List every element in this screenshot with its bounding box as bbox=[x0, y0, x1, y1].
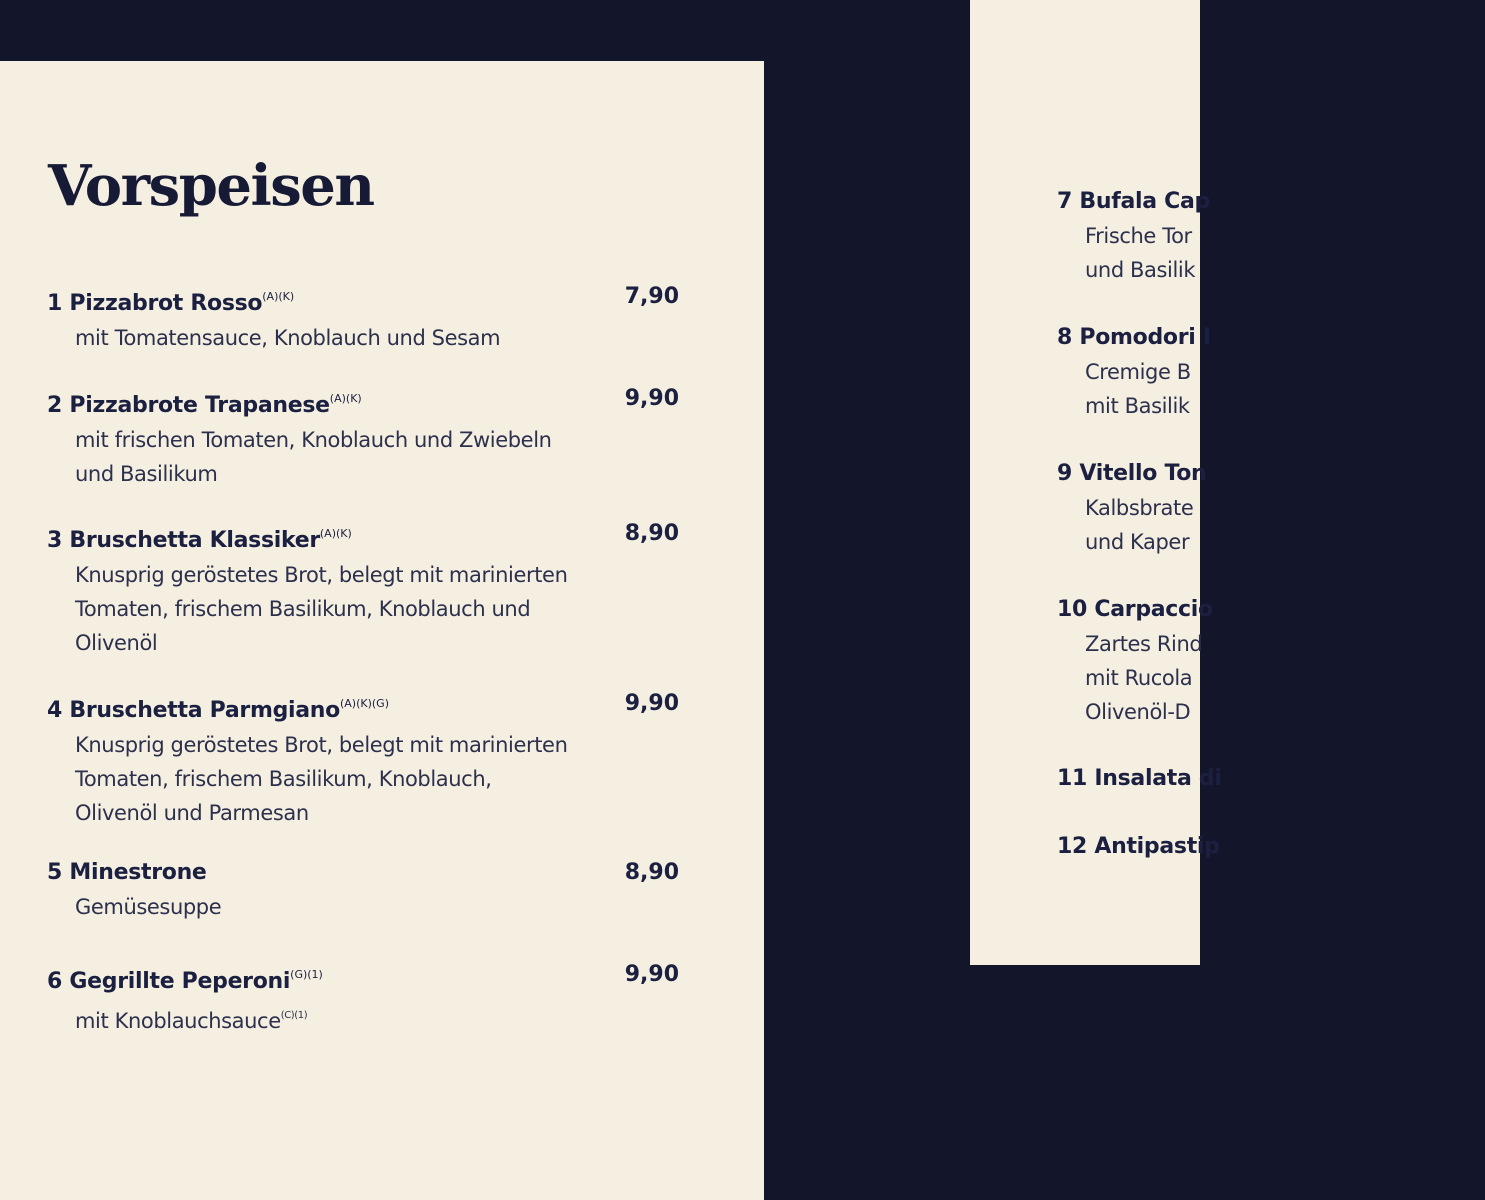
allergen-codes: (A)(K) bbox=[319, 527, 352, 540]
menu-item-number: 5 bbox=[47, 860, 63, 885]
description-line: mit Tomatensauce, Knoblauch und Sesam bbox=[75, 326, 501, 350]
menu-item-number: 1 bbox=[47, 291, 63, 316]
menu-item bbox=[47, 382, 679, 491]
menu-item-number: 12 bbox=[1057, 834, 1088, 859]
menu-item-name: Vitello Ton bbox=[1079, 461, 1207, 486]
menu-item-heading bbox=[47, 382, 679, 423]
menu-item bbox=[47, 517, 679, 660]
allergen-codes: (A)(K)(G) bbox=[339, 697, 389, 710]
menu-item bbox=[1057, 321, 1457, 423]
menu-item-heading bbox=[47, 687, 679, 728]
menu-item-description bbox=[75, 321, 635, 355]
description-line: Frische Tor bbox=[1085, 224, 1192, 248]
description-line: mit frischen Tomaten, Knoblauch und Zwiebeln bbox=[75, 428, 552, 452]
menu-item bbox=[1057, 457, 1457, 559]
description-line: mit Knoblauchsauce$^{(C)(1)}$ bbox=[75, 1009, 308, 1033]
description-line: und Kaper bbox=[1085, 530, 1190, 554]
menu-item-heading bbox=[47, 856, 679, 890]
menu-item-heading bbox=[1057, 321, 1457, 355]
menu-item-description bbox=[1085, 491, 1485, 559]
menu-item-number: 2 bbox=[47, 393, 63, 418]
menu-item-number: 7 bbox=[1057, 189, 1073, 214]
menu-item-name: Pizzabrot Rosso bbox=[69, 291, 263, 316]
menu-item-price: 9,90 bbox=[624, 386, 679, 411]
menu-item-description bbox=[75, 999, 635, 1038]
menu-item-description bbox=[75, 423, 635, 491]
menu-item bbox=[1057, 830, 1457, 864]
menu-item-heading bbox=[1057, 593, 1457, 627]
menu-item-name: Bruschetta Klassiker bbox=[69, 528, 320, 553]
menu-item-number: 11 bbox=[1057, 766, 1088, 791]
description-line: Zartes Rind bbox=[1085, 632, 1203, 656]
menu-item-number: 3 bbox=[47, 528, 63, 553]
description-line: mit Basilik bbox=[1085, 394, 1190, 418]
description-line: Olivenöl und Parmesan bbox=[75, 801, 309, 825]
menu-item-number: 9 bbox=[1057, 461, 1073, 486]
menu-item-number: 6 bbox=[47, 969, 63, 994]
menu-item bbox=[47, 687, 679, 830]
description-line: und Basilikum bbox=[75, 462, 218, 486]
menu-item-price: 7,90 bbox=[624, 284, 679, 309]
description-line: Knusprig geröstetes Brot, belegt mit marinierten bbox=[75, 733, 568, 757]
menu-item bbox=[1057, 185, 1457, 287]
menu-item-description bbox=[1085, 355, 1485, 423]
section-title: Vorspeisen bbox=[48, 153, 374, 219]
menu-item bbox=[1057, 762, 1457, 796]
menu-item-name: Bruschetta Parmgiano bbox=[69, 698, 340, 723]
allergen-codes: (G)(1) bbox=[290, 968, 323, 981]
menu-item-heading bbox=[47, 280, 679, 321]
description-line: Knusprig geröstetes Brot, belegt mit marinierten bbox=[75, 563, 568, 587]
menu-item-heading bbox=[1057, 457, 1457, 491]
menu-item bbox=[47, 856, 679, 924]
menu-item-name: Pizzabrote Trapanese bbox=[69, 393, 330, 418]
menu-item-heading bbox=[47, 517, 679, 558]
menu-item-name: Minestrone bbox=[69, 860, 207, 885]
menu-item-number: 4 bbox=[47, 698, 63, 723]
menu-item-description bbox=[75, 728, 635, 830]
menu-item bbox=[47, 958, 679, 1038]
description-line: und Basilik bbox=[1085, 258, 1196, 282]
menu-item-description bbox=[1085, 219, 1485, 287]
menu-item-name: Pomodori I bbox=[1079, 325, 1211, 350]
description-line: Tomaten, frischem Basilikum, Knoblauch und bbox=[75, 597, 531, 621]
menu-item-heading bbox=[1057, 830, 1457, 864]
menu-item-price: 8,90 bbox=[624, 521, 679, 546]
description-line: Tomaten, frischem Basilikum, Knoblauch, bbox=[75, 767, 492, 791]
description-line: Kalbsbrate bbox=[1085, 496, 1194, 520]
menu-item-description bbox=[75, 558, 635, 660]
menu-item-price: 9,90 bbox=[624, 691, 679, 716]
menu-item-description bbox=[1085, 627, 1485, 729]
menu-item-number: 10 bbox=[1057, 597, 1088, 622]
description-line: Olivenöl bbox=[75, 631, 158, 655]
menu-item-heading bbox=[1057, 185, 1457, 219]
menu-item-name: Antipastip bbox=[1094, 834, 1220, 859]
description-line: Gemüsesuppe bbox=[75, 895, 222, 919]
menu-item bbox=[1057, 593, 1457, 729]
description-line: Olivenöl-D bbox=[1085, 700, 1191, 724]
menu-item-name: Gegrillte Peperoni bbox=[69, 969, 291, 994]
description-line: mit Rucola bbox=[1085, 666, 1193, 690]
description-line: Cremige B bbox=[1085, 360, 1191, 384]
menu-item-heading bbox=[1057, 762, 1457, 796]
menu-item-name: Insalata di bbox=[1094, 766, 1222, 791]
menu-item-name: Bufala Cap bbox=[1079, 189, 1211, 214]
menu-item-description bbox=[75, 890, 635, 924]
menu-item bbox=[47, 280, 679, 355]
menu-item-number: 8 bbox=[1057, 325, 1073, 350]
menu-item-price: 8,90 bbox=[624, 860, 679, 885]
menu-item-price: 9,90 bbox=[624, 962, 679, 987]
allergen-codes: (C)(1) bbox=[280, 1010, 308, 1021]
menu-item-heading bbox=[47, 958, 679, 999]
menu-item-name: Carpaccio bbox=[1094, 597, 1213, 622]
menu-page-right bbox=[970, 0, 1222, 965]
allergen-codes: (A)(K) bbox=[262, 290, 295, 303]
allergen-codes: (A)(K) bbox=[329, 392, 362, 405]
